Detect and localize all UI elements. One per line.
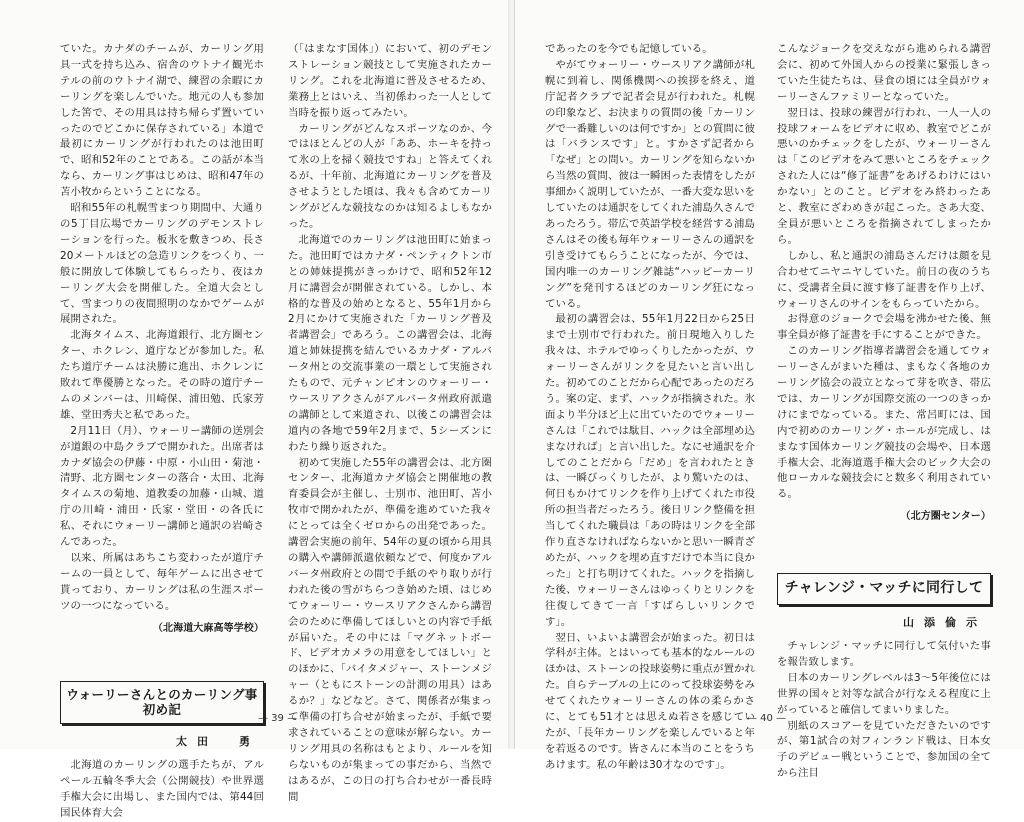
- paragraph: こんなジョークを交えながら進められる講習会に、初めて外国人からの授業に緊張しきっていた生徒たちは、昼食の頃には全員がウォーリーさんファミリーとなっていた。: [777, 43, 991, 103]
- paragraph: 別紙のスコアーを見ていただきたいのですが、第1試合の対フィンランド戦は、日本女子のデビュー戦ということで、参加国の全てから注目: [777, 719, 991, 780]
- paragraph: （「はまなす国体」）において、初のデモンストレーション競技として実施されたカーリング。これを北海道に普及させるため、業務上とはいえ、当初係わった一人として当時を振り返ってみたい。: [288, 43, 492, 119]
- paragraph: しかし、私と通訳の浦島さんだけは顔を見合わせてニヤニヤしていた。前日の夜のうちに、受講者全員に渡す修了証書を作り上げ、ウォーリさんのサインをもらっていたから。: [777, 249, 991, 310]
- article-author: 太田 勇: [176, 735, 260, 749]
- paragraph: 日本のカーリングレベルは3～5年後位には世界の国々と対等な試合が行なえる程度に上がっていると確信してまいりました。: [777, 671, 991, 716]
- page-number: — 39 —: [258, 713, 298, 724]
- right-page: [514, 0, 1024, 780]
- paragraph: ていた。カナダのチームが、カーリング用具一式を持ち込み、宿舎のウトナイ観光ホテルの前のウトナイ湖で、練習の余暇にカーリングを楽しんでいた。地元の人も参加した筈で、その用具は持ち帰らず置いていったのでどこかに保存されている」本道で最初にカーリングが行われたのは池田町で、昭和52年のことである。この話が本当なら、カーリング事はじめは、昭和47年の苫小牧からということになる。: [60, 43, 264, 199]
- paragraph: 翌日、いよいよ講習会が始まった。初日は学科が主体。とはいっても基本的なルールのほかは、ストーンの投球姿勢に重点が置かれた。自らテーブルの上にのって投球姿勢をみせてくれたウォーリーさんの体の柔らかさに、とても51才とは思えぬ若さを感じていたが、「長年カーリングを楽しんでいると年を若返るのです。皆さんに本当のことをうちあけます。私の年齢は30才なのです」。: [545, 631, 755, 771]
- left-column-2: [288, 42, 492, 806]
- paragraph: 北海タイムス、北海道銀行、北方圏センター、ホクレン、道庁などが参加した。私たち道庁チームは決勝に進出、ホクレンに敗れて準優勝となった。その時の道庁チームのメンバーは、川崎保、浦田勉、氏家芳雄、堂田秀夫と私であった。: [60, 329, 264, 421]
- article-author: 山添倫示: [903, 616, 987, 630]
- paragraph: 最初の講習会は、55年1月22日から25日まで士別市で行われた。前日現地入りした我々は、ホテルでゆっくりしたかったが、ウォーリーさんがリンクを見たいと言い出した。初めてのことだから心配であったのだろう。案の定、まず、ハックが指摘された。氷面より半分ほど上に出ていたのでウォーリーさんは「これでは駄目、ハックは全部埋め込まなければ」と言い出した。なにせ通訳を介してのことだから「だめ」を言われたときは、一瞬びっくりしたが、より驚いたのは、何日もかけてリンクを作り上げてくれた市役所の担当者だったろう。後日リンク整備を担当してくれた職員は「あの時はリンクを全部作り直さなければならないかと思い一瞬青ざめたが、ハックを埋め直すだけで本当に良かった」と打ち明けてくれた。ハックを指摘した後、ウォーリーさんはゆっくりとリンクを往復してきて一言「すばらしいリンクです」。: [545, 313, 755, 628]
- article-title: ウォーリーさんとのカーリング事初め記: [60, 681, 264, 725]
- paragraph: 以来、所属はあちこち変わったが道庁チームの一員として、毎年ゲームに出させて貰っており、カーリングは私の生涯スポーツの一つになっている。: [60, 552, 264, 612]
- right-column-1: [545, 42, 755, 774]
- paragraph: チャレンジ・マッチに同行して気付いた事を報告致します。: [777, 640, 991, 668]
- paragraph: カーリングがどんなスポーツなのか、今ではほとんどの人が「ああ、ホーキを持って氷の上を掃く競技ですね」と答えてくれるが、十年前、北海道にカーリングを普及させようとした頃は、我々も含めてカーリングがどんな競技なのかは知るよしもなかった。: [288, 122, 492, 230]
- paragraph: 翌日は、投球の練習が行われ、一人一人の投球フォームをビデオに収め、教室でどこが悪いのかチェックをしたが、ウォーリーさんは「このビデオをみて悪いところをチェックされた人には“修了証書”をあげるわけにはいかない」とのこと。ビデオをみ終わったあと、教室にざわめきが起こった。さあ大変、全員が悪いところを指摘されてしまったから。: [777, 106, 991, 246]
- paragraph: であったのを今でも記憶している。: [545, 43, 713, 55]
- paragraph: 初めて実施した55年の講習会は、北方圏センター、北海道カナダ協会と開催地の教育委員会が主催し、士別市、池田町、苫小牧市で開かれたが、準備を進めていた我々にとっては全くゼロからの出発であった。講習会実施の前年、54年の夏の頃から用具の購入や講師派遣依頼などで、何度かアルバータ州政府との間で手紙のやり取りが行われた後の雪がちらつき始めた頃、はじめてウォーリー・ウースリアクさんから講習会のために準備してほしいとの内容で手紙が届いた。その中には「マグネットボード、ビデオカメラの用意をしてほしい」とのほかに、「バイタメジャー、ストーンメジャー（ともにストーンの計測の用具）はあるか？」などなど。さて、関係者が集まって準備の打ち合せが始まったが、手紙で要求されていることの意味が解らない。カーリング用具の名称はもとより、ルールを知らないものが集まっての事だから、当然ではあるが、この日の打ち合わせが一番長時間: [288, 456, 492, 803]
- paragraph: このカーリング指導者講習会を通してウォーリーさんがまいた種は、まもなく各地のカーリング協会の設立となって芽を吹き、帯広では、カーリングが国際交流の一つのきっかけにまでなっている。また、常呂町には、国内で初めのカーリング・ホールが完成し、はまなす国体カーリング競技の会場や、日本選手権大会、北海道選手権大会のビック大会の他ローカルな競技会にと数多く利用されている。: [777, 345, 991, 501]
- page-number: — 40 —: [747, 713, 787, 724]
- left-page: [0, 0, 510, 819]
- paragraph: お得意のジョークで会場を沸かせた後、無事全員が修了証書を手にすることができた。: [777, 313, 991, 342]
- paragraph: 昭和55年の札幌雪まつり期間中、大通りの5丁目広場でカーリングのデモンストレーションを行った。板氷を敷きつめ、長さ20メートルほどの急造リンクをつくり、一般に開放して体験してもらったり、夜はカーリング大会を開催した。全道大会として、雪まつりの夜間照明のなかでゲームが展開された。: [60, 202, 264, 326]
- paragraph: やがてウォーリー・ウースリアク講師が札幌に到着し、関係機関への挨拶を終え、道庁記者クラブで記者会見が行われた。札幌の印象など、お決まりの質問の後「カーリングで一番難しいのは何ですか」との質問に彼は「バランスです」と。すかさず記者から「なぜ」との問い。カーリングを知らないから当然の質問、彼は一瞬困った表情をしたが事細かく説明していたが、一番大変な思いをしていたのは通訳をしてくれた浦島久さんであったろう。帯広で英語学校を経営する浦島さんはその後も毎年ウォーリーさんの通訳を引き受けてもらうことになったが、今では、国内唯一のカーリング雑誌“ハッピーカーリング”を発刊するほどのカーリング狂になっている。: [545, 58, 755, 310]
- article-title: チャレンジ・マッチに同行して: [777, 573, 991, 605]
- article-signature: （北方圏センター）: [900, 511, 991, 523]
- paragraph: 北海道のカーリングの選手たちが、アルペール五輪冬季大会（公開競技）や世界選手権大会に出場し、また国内では、第44回国民体育大会: [60, 759, 264, 819]
- right-column-2: [777, 42, 991, 782]
- left-column-1: [60, 42, 264, 822]
- paragraph: 北海道でのカーリングは池田町に始まった。池田町ではカナダ・ペンティクトン市との姉妹提携がきっかけで、昭和52年12月に講習会が開催されている。しかし、本格的な普及の始めとなると、55年1月から2月にかけて実施された「カーリング普及者講習会」であろう。この講習会は、北海道と姉妹提携を結んでいるカナダ・アルバータ州との交流事業の一環として実施されたもので、元チャンピオンのウォーリー・ウースリアクさんがアルバータ州政府派遣の講師として来道され、以後この講習会は道内の各地で59年2月まで、5シーズンにわたり繰り返された。: [288, 233, 492, 453]
- article-signature: （北海道大麻高等学校）: [152, 622, 264, 634]
- paragraph: 2月11日（月）、ウォーリー講師の送別会が道銀の中島クラブで開かれた。出席者はカナダ協会の伊藤・中原・小山田・菊池・清野、北方圏センターの落合・太田、北海タイムスの菊地、道教委の加藤・山城、道庁の川崎・浦田・氏家・堂田・の各氏に私、それにウォーリー講師と通訳の岩崎さんであった。: [60, 424, 264, 549]
